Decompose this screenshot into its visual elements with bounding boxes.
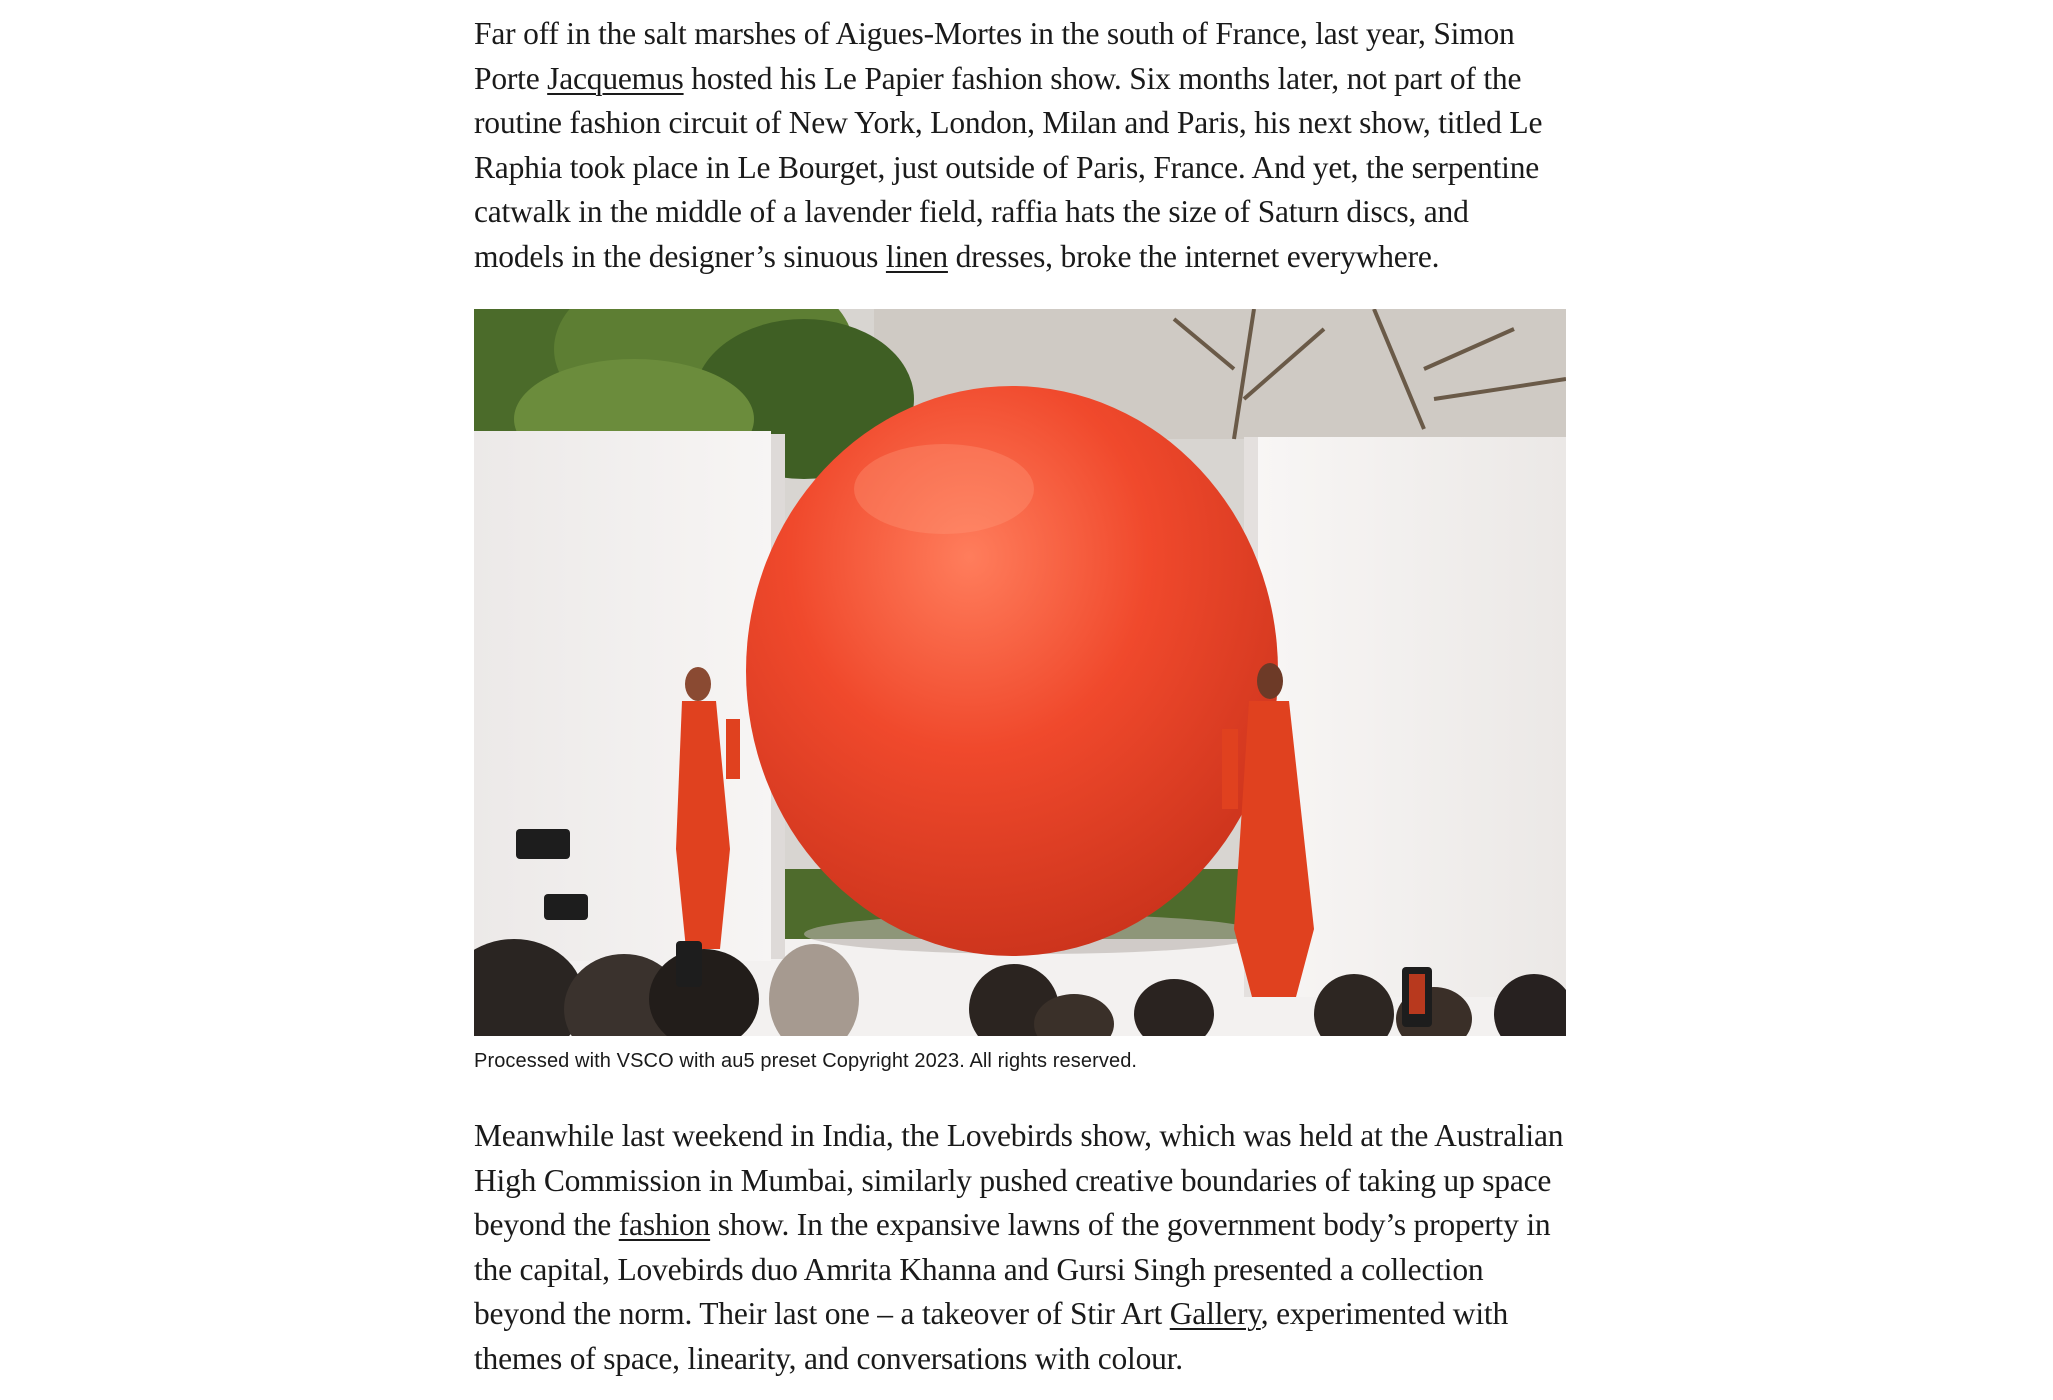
paragraph-text: Far off in the salt marshes of Aigues-Mortes in the south of France, last year, Simon Porte: [474, 16, 1515, 96]
gallery-link[interactable]: Gallery: [1169, 1296, 1261, 1331]
paragraph-text: hosted his Le Papier fashion show. Six months later, not part of the routine fashion circuit of New York, London, Milan and Paris, his next show, titled Le Raphia took place in Le Bourget, just outside of Paris, France. And yet, the serpentine catwalk in the middle of a lavender field, raffia hats the size of Saturn discs, and models in the designer’s sinuous: [474, 60, 1543, 274]
paragraph-text: show. In the expansive lawns of the government body’s property in the capital, Lovebirds duo Amrita Khanna and Gursi Singh presented a collection beyond the norm. Their last one – a takeover of Stir Art: [474, 1207, 1551, 1331]
article-paragraph: [474, 1114, 1566, 1381]
article-paragraph: [474, 12, 1566, 279]
jacquemus-link[interactable]: Jacquemus: [547, 60, 684, 96]
fashion-link[interactable]: fashion: [618, 1207, 711, 1242]
article-figure: [474, 309, 1566, 1074]
figure-caption: Processed with VSCO with au5 preset Copyright 2023. All rights reserved.: [474, 1050, 1138, 1072]
linen-link[interactable]: linen: [885, 238, 948, 274]
fashion-show-photo: [474, 309, 1566, 1036]
paragraph-text: dresses, broke the internet everywhere.: [947, 238, 1440, 274]
paragraph-text: Meanwhile last weekend in India, the Lovebirds show, which was held at the Australian High Commission in Mumbai, similarly pushed creative boundaries of taking up space beyond the: [474, 1118, 1564, 1242]
paragraph-text: , experimented with themes of space, linearity, and conversations with colour.: [474, 1296, 1508, 1376]
